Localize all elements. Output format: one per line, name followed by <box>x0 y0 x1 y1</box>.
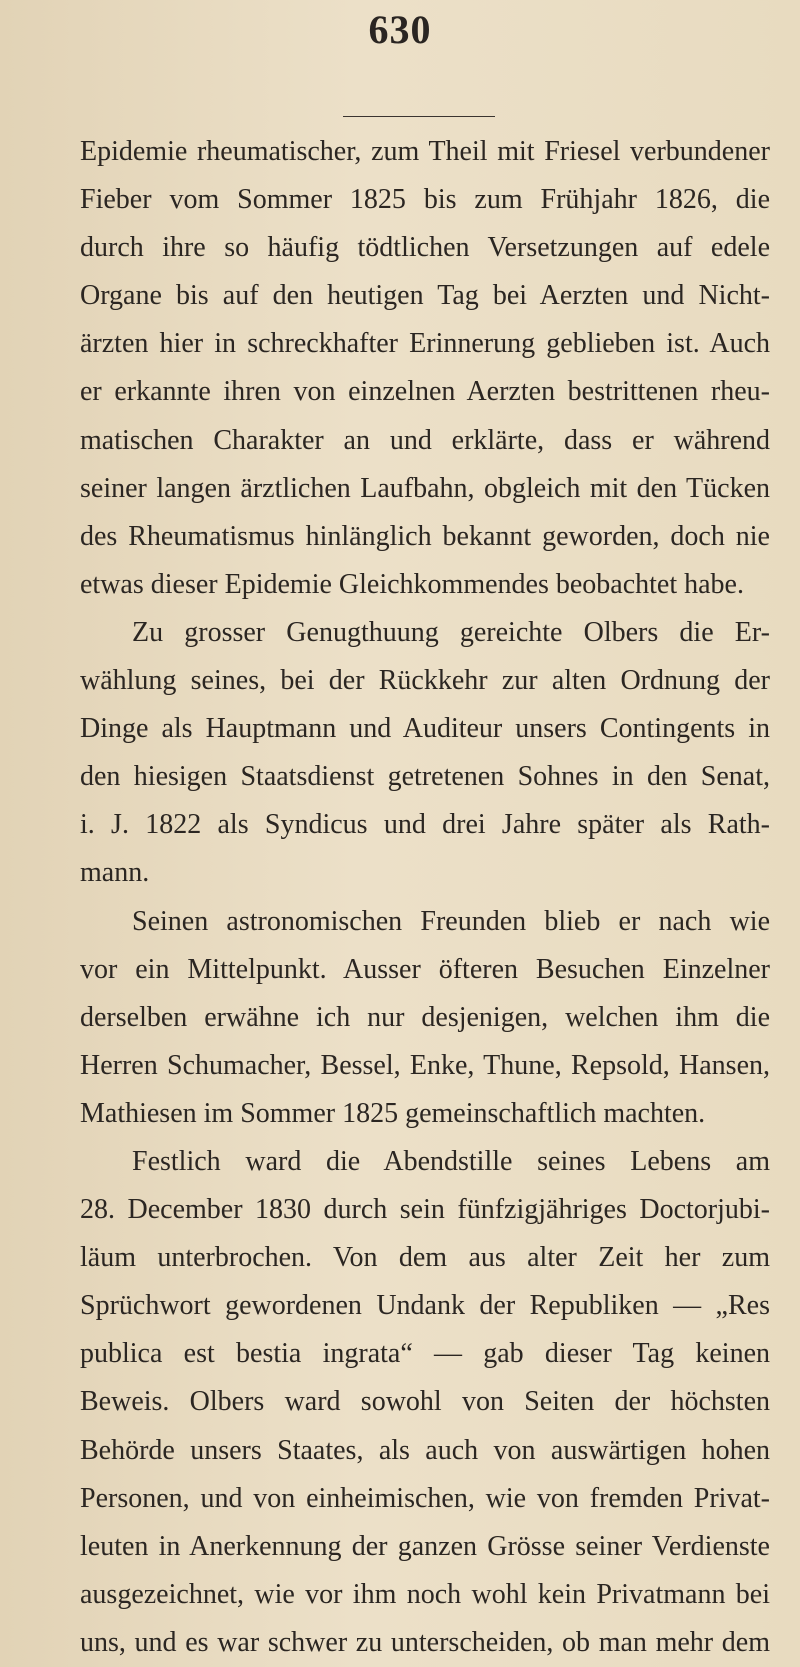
text-line: durch ihre so häufig tödtlichen Versetzungen auf edele <box>80 232 770 264</box>
text-line: Fieber vom Sommer 1825 bis zum Frühjahr 1826, die <box>80 184 770 216</box>
text-line: i. J. 1822 als Syndicus und drei Jahre später als Rath- <box>80 809 770 841</box>
text-line: publica est bestia ingrata“ — gab dieser Tag keinen <box>80 1338 770 1370</box>
text-line: Organe bis auf den heutigen Tag bei Aerzten und Nicht- <box>80 280 770 312</box>
text-line: uns, und es war schwer zu unterscheiden, ob man mehr dem <box>80 1626 770 1658</box>
body-text <box>80 128 770 1667</box>
text-line: vor ein Mittelpunkt. Ausser öfteren Besuchen Einzelner <box>80 953 770 985</box>
text-line: Festlich ward die Abendstille seines Lebens am <box>132 1145 770 1177</box>
page-number: 630 <box>368 7 432 52</box>
text-line: Beweis. Olbers ward sowohl von Seiten der höchsten <box>80 1386 770 1418</box>
text-line: Seinen astronomischen Freunden blieb er nach wie <box>132 905 770 937</box>
text-line: etwas dieser Epidemie Gleichkommendes beobachtet habe. <box>80 568 744 600</box>
text-line: Personen, und von einheimischen, wie von fremden Privat- <box>80 1482 770 1514</box>
text-line: Epidemie rheumatischer, zum Theil mit Friesel verbundener <box>80 136 770 167</box>
text-line: Herren Schumacher, Bessel, Enke, Thune, Repsold, Hansen, <box>80 1049 770 1081</box>
text-line: Dinge als Hauptmann und Auditeur unsers Contingents in <box>80 713 770 745</box>
text-line: ärzten hier in schreckhafter Erinnerung geblieben ist. Auch <box>80 328 770 360</box>
text-line: wählung seines, bei der Rückkehr zur alten Ordnung der <box>80 665 770 697</box>
text-line: matischen Charakter an und erklärte, dass er während <box>80 424 770 456</box>
text-line: ausgezeichnet, wie vor ihm noch wohl kein Privatmann bei <box>80 1578 770 1610</box>
text-line: seiner langen ärztlichen Laufbahn, obgleich mit den Tücken <box>80 472 770 504</box>
text-line: Behörde unsers Staates, als auch von auswärtigen hohen <box>80 1434 770 1466</box>
text-line: den hiesigen Staatsdienst getretenen Sohnes in den Senat, <box>80 761 770 793</box>
text-line: Sprüchwort gewordenen Undank der Republiken — „Res <box>80 1290 770 1322</box>
text-line: mann. <box>80 857 150 889</box>
text-line: des Rheumatismus hinlänglich bekannt geworden, doch nie <box>80 520 770 552</box>
header-rule <box>343 116 495 117</box>
text-line: er erkannte ihren von einzelnen Aerzten bestrittenen rheu- <box>80 376 770 408</box>
text-line: Zu grosser Genugthuung gereichte Olbers die Er- <box>132 616 770 648</box>
text-line: Mathiesen im Sommer 1825 gemeinschaftlich machten. <box>80 1097 706 1129</box>
text-line: 28. December 1830 durch sein fünfzigjähriges Doctorjubi- <box>80 1194 770 1226</box>
text-line: derselben erwähne ich nur desjenigen, welchen ihm die <box>80 1001 770 1033</box>
text-line: läum unterbrochen. Von dem aus alter Zeit her zum <box>80 1242 770 1274</box>
text-line: leuten in Anerkennung der ganzen Grösse seiner Verdienste <box>80 1530 770 1562</box>
